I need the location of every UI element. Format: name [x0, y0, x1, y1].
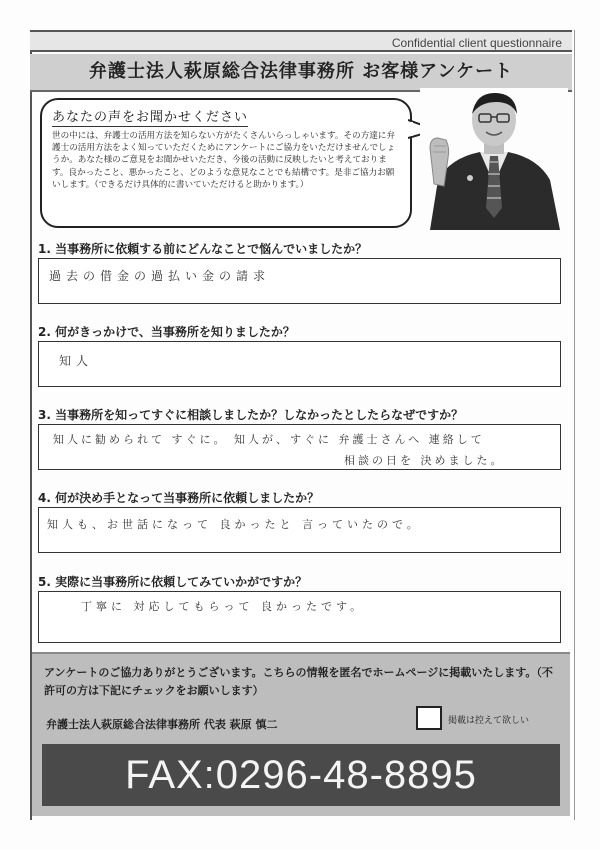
footer-note: アンケートのご協力ありがとうございます。こちらの情報を匿名でホームページに掲載いたします。（不許可の方は下記にチェックをお願いします） [44, 666, 553, 697]
question-1-label: 1. 当事務所に依頼する前にどんなことで悩んでいましたか？ [38, 242, 368, 256]
question-2-label: 2. 何がきっかけで、当事務所を知りましたか？ [38, 325, 295, 339]
answer-5-text: 丁寧に 対応してもらって 良かったです。 [81, 600, 366, 613]
answer-4-text: 知人も、お世話になって 良かったと 言っていたので。 [47, 518, 422, 531]
decline-publication-checkbox[interactable] [416, 706, 442, 730]
answer-2-text: 知人 [59, 354, 94, 368]
intro-speech-bubble [40, 98, 412, 228]
answer-3-box[interactable] [38, 424, 561, 470]
fax-number: FAX:0296-48-8895 [42, 744, 560, 806]
lawyer-photo [420, 88, 568, 230]
footer-panel [32, 652, 570, 816]
answer-1-box[interactable] [38, 258, 561, 304]
firm-representative: 弁護士法人萩原総合法律事務所 代表 萩原 慎二 [46, 718, 278, 731]
answer-3-text-line2: 相談の日を 決めました。 [344, 454, 505, 467]
decline-publication-label: 掲載は控えて欲しい [448, 716, 530, 726]
answer-4-box[interactable] [38, 507, 561, 553]
answer-3-text-line1: 知人に勧められて すぐに。 知人が、すぐに 弁護士さんへ 連絡して [53, 433, 485, 446]
question-5-label: 5. 実際に当事務所に依頼してみていかがですか？ [38, 575, 308, 589]
answer-2-box[interactable] [38, 341, 561, 387]
confidential-label: Confidential client questionnaire [30, 30, 572, 52]
intro-heading: あなたの声をお聞かせください [52, 106, 248, 127]
answer-5-box[interactable] [38, 591, 561, 643]
form-title: 弁護士法人萩原総合法律事務所 お客様アンケート [30, 54, 572, 92]
question-3-label: 3. 当事務所を知ってすぐに相談しましたか？しなかったとしたらなぜですか？ [38, 408, 464, 422]
question-4-label: 4. 何が決め手となって当事務所に依頼しましたか？ [38, 491, 320, 505]
intro-body: 世の中には、弁護士の活用方法を知らない方がたくさんいらっしゃいます。その方達に弁護士の活用方法をよく知っていただくためにアンケートにご協力をいただけませんでしょうか。あなた様のご意見をお聞かせいただき、今後の活動に反映したいと考えております。良かったこと、悪かったこと、どのような意見なことでも結構です。是非ご協力お願いします。（できるだけ具体的に書いていただけると助かります。） [52, 131, 396, 190]
answer-1-text: 過去の借金の過払い金の請求 [49, 269, 271, 283]
